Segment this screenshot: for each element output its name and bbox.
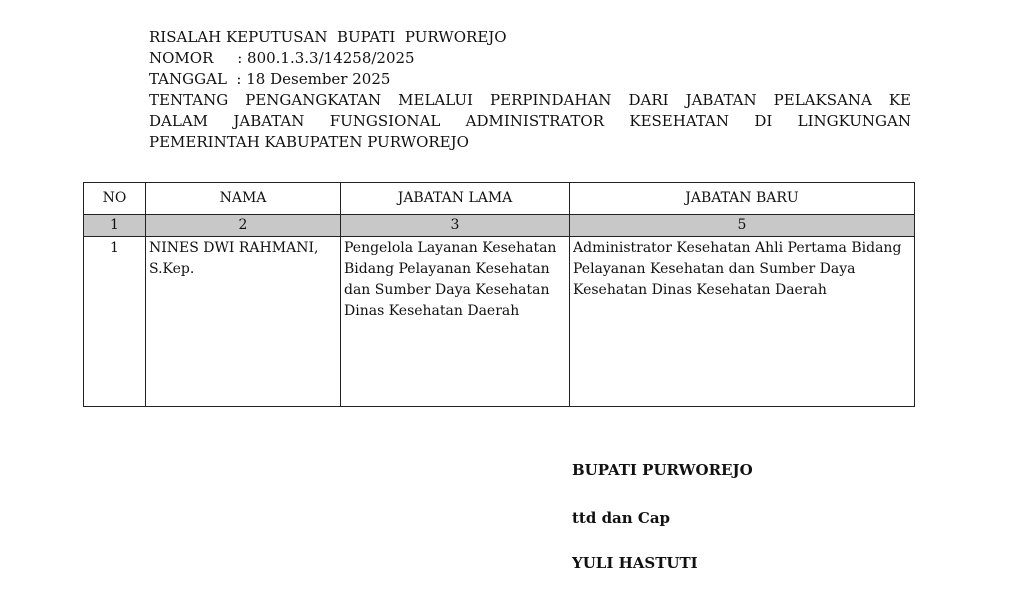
cell-jabatan-baru: Administrator Kesehatan Ahli Pertama Bidang Pelayanan Kesehatan dan Sumber Daya Kesehatan Dinas Kesehatan Daerah bbox=[570, 237, 915, 407]
col-index: 5 bbox=[570, 215, 915, 237]
decree-subject-line: DALAM JABATAN FUNGSIONAL ADMINISTRATOR KESEHATAN DI LINGKUNGAN bbox=[149, 112, 911, 130]
col-header-no: NO bbox=[84, 183, 146, 215]
signatory-name: YULI HASTUTI bbox=[572, 554, 698, 572]
col-header-jabatan-baru: JABATAN BARU bbox=[570, 183, 915, 215]
signatory-office: BUPATI PURWOREJO bbox=[572, 461, 753, 479]
table-header-row bbox=[84, 183, 915, 215]
col-header-jabatan-lama: JABATAN LAMA bbox=[341, 183, 570, 215]
column-index-row bbox=[84, 215, 915, 237]
col-index: 2 bbox=[146, 215, 341, 237]
col-index: 1 bbox=[84, 215, 146, 237]
decree-subject bbox=[149, 90, 911, 153]
table-row bbox=[84, 237, 915, 407]
decree-number: NOMOR : 800.1.3.3/14258/2025 bbox=[149, 49, 415, 67]
cell-no: 1 bbox=[84, 237, 146, 407]
signature-mark: ttd dan Cap bbox=[572, 509, 671, 527]
document-title: RISALAH KEPUTUSAN BUPATI PURWOREJO bbox=[149, 28, 507, 46]
col-index: 3 bbox=[341, 215, 570, 237]
decree-subject-line: PEMERINTAH KABUPATEN PURWOREJO bbox=[149, 133, 469, 151]
document-header bbox=[149, 27, 911, 153]
cell-nama: NINES DWI RAHMANI, S.Kep. bbox=[146, 237, 341, 407]
decree-date: TANGGAL : 18 Desember 2025 bbox=[149, 70, 391, 88]
decree-subject-line: TENTANG PENGANGKATAN MELALUI PERPINDAHAN DARI JABATAN PELAKSANA KE bbox=[149, 91, 911, 109]
appointment-table bbox=[83, 182, 915, 407]
cell-jabatan-lama: Pengelola Layanan Kesehatan Bidang Pelayanan Kesehatan dan Sumber Daya Kesehatan Dinas Kesehatan Daerah bbox=[341, 237, 570, 407]
col-header-nama: NAMA bbox=[146, 183, 341, 215]
